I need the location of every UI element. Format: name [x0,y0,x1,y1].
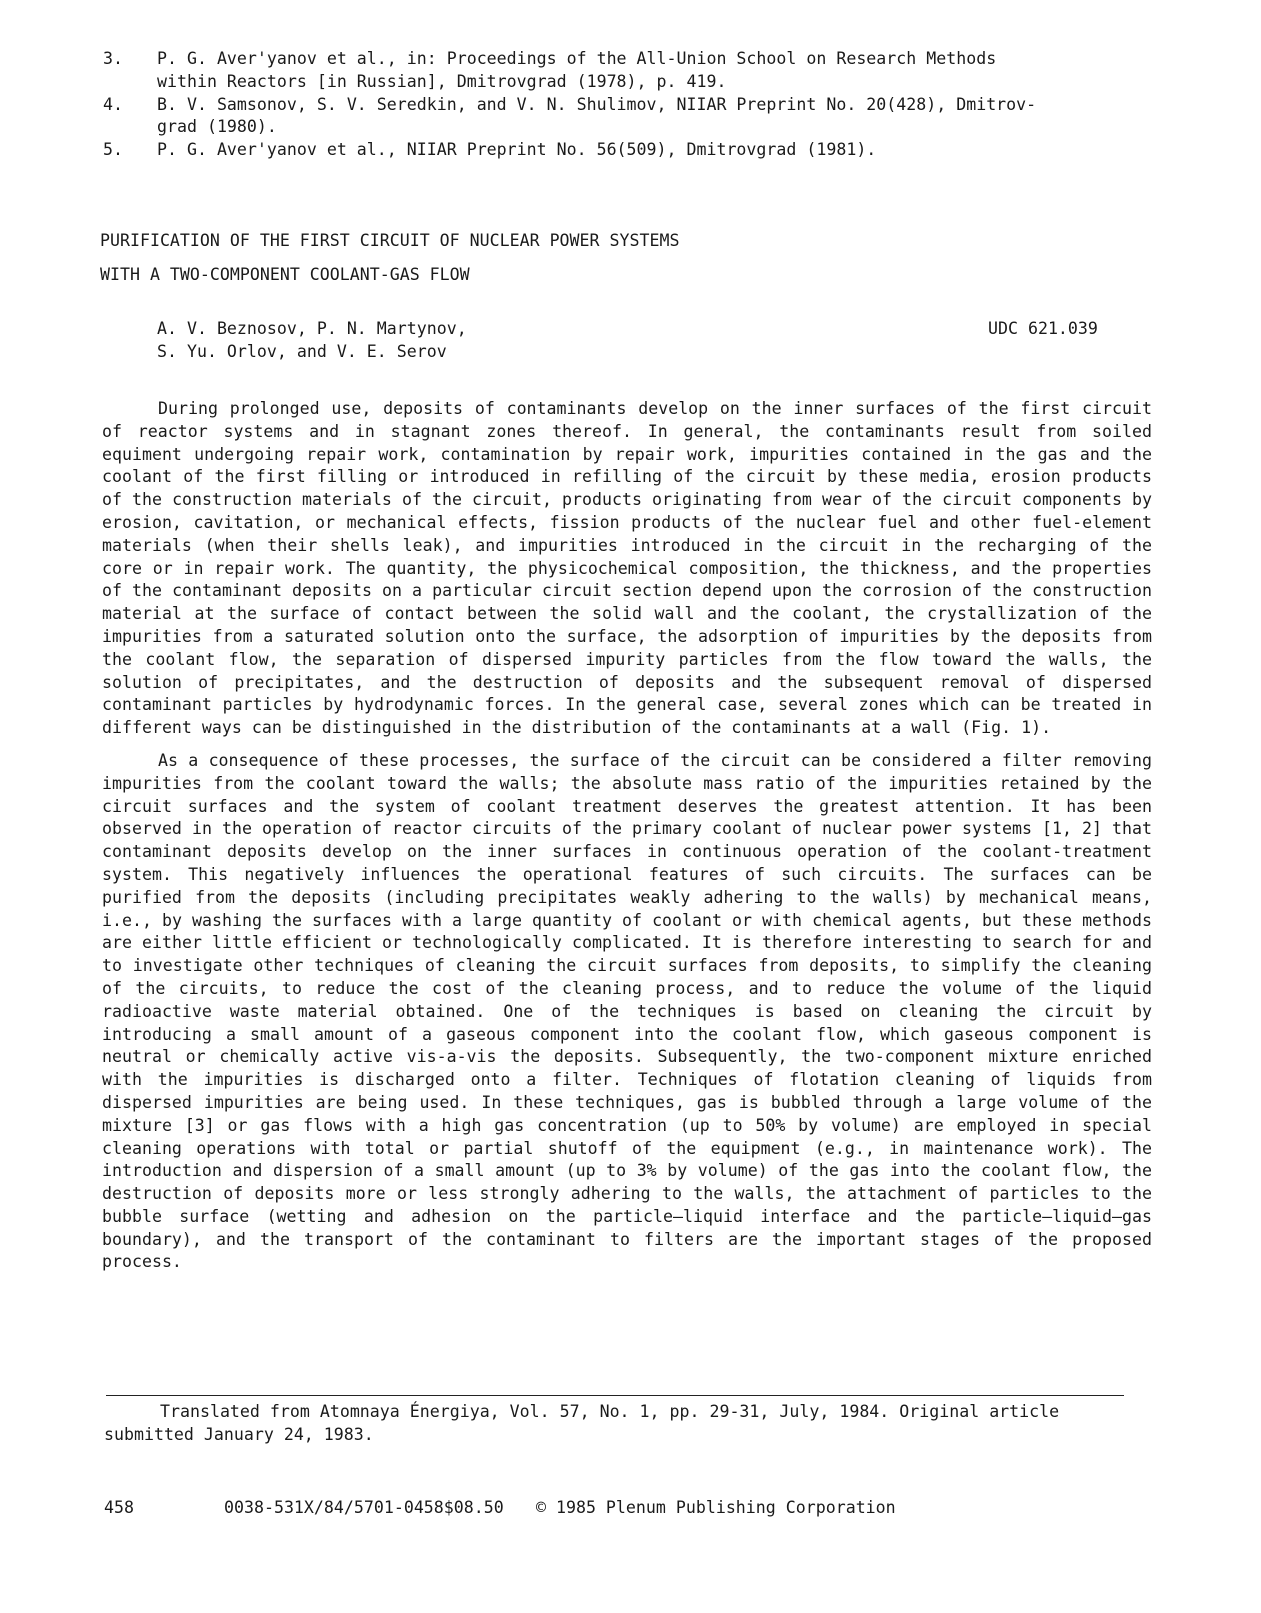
page-footer [104,1497,1104,1520]
article-authors: A. V. Beznosov, P. N. Martynov, S. Yu. Orlov, and V. E. Serov [157,319,467,361]
reference-text: P. G. Aver'yanov et al., in: Proceedings of the All-Union School on Research Methods within Reactors [in Russian], Dmitrovgrad (1978), p. 419. [157,49,997,91]
article-body [102,398,1152,1284]
reference-number: 4. [103,94,123,114]
article-title-line: WITH A TWO-COMPONENT COOLANT-GAS FLOW [100,264,470,284]
body-paragraph: During prolonged use, deposits of contaminants develop on the inner surfaces of the first circuit of reactor systems and in stagnant zones thereof. In general, the contaminants result from soiled equiment undergoing repair work, contamination by repair work, impurities contained in the gas and the coolant of the first filling or introduced in refilling of the circuit by these media, erosion products of the construction materials of the circuit, products originating from wear of the circuit components by erosion, cavitation, or mechanical effects, fission products of the nuclear fuel and other fuel-element materials (when their shells leak), and impurities introduced in the circuit in the recharging of the core or in repair work. The quantity, the physicochemical composition, the thickness, and the properties of the contaminant deposits on a particular circuit section depend upon the corrosion of the construction material at the surface of contact between the solid wall and the coolant, the crystallization of the impurities from a saturated solution onto the surface, the adsorption of impurities by the deposits from the coolant flow, the separation of dispersed impurity particles from the flow toward the walls, the solution of precipitates, and the destruction of deposits and the subsequent removal of dispersed contaminant particles by hydrodynamic forces. In the general case, several zones which can be treated in different ways can be distinguished in the distribution of the contaminants at a wall (Fig. 1). [102,399,1152,738]
reference-number: 3. [103,49,123,68]
reference-list [103,48,1143,162]
reference-text: B. V. Samsonov, S. V. Seredkin, and V. N. Shulimov, NIIAR Preprint No. 20(428), Dmitrov- grad (1980). [157,94,1037,137]
translation-footnote: Translated from Atomnaya Énergiya, Vol. 57, No. 1, pp. 29-31, July, 1984. Original article submitted January 24, 1983. [104,1402,1060,1444]
article-title [100,230,1000,298]
reference-item [103,48,1143,94]
article-title-line: PURIFICATION OF THE FIRST CIRCUIT OF NUCLEAR POWER SYSTEMS [100,231,680,250]
article-code: 0038-531X/84/5701-0458$08.50 [224,1498,504,1517]
copyright-notice: © 1985 Plenum Publishing Corporation [536,1498,896,1517]
footnote-divider [106,1395,1124,1396]
reference-text: P. G. Aver'yanov et al., NIIAR Preprint No. 56(509), Dmitrovgrad (1981). [157,140,877,160]
reference-item [103,139,1143,162]
udc-code: UDC 621.039 [988,319,1098,338]
body-paragraph: As a consequence of these processes, the surface of the circuit can be considered a filter removing impurities from the coolant toward the walls; the absolute mass ratio of the impurities retained by the circuit surfaces and the system of coolant treatment deserves the greatest attention. It has been observed in the operation of reactor circuits of the primary coolant of nuclear power systems [1, 2] that contaminant deposits develop on the inner surfaces in continuous operation of the coolant-treatment system. This negatively influences the operational features of such circuits. The surfaces can be purified from the deposits (including precipitates weakly adhering to the walls) by mechanical means, i.e., by washing the surfaces with a large quantity of coolant or with chemical agents, but these methods are either little efficient or technologically complicated. It is therefore interesting to search for and to investigate other techniques of cleaning the circuit surfaces from deposits, to simplify the cleaning of the circuits, to reduce the cost of the cleaning process, and to reduce the volume of the liquid radioactive waste material obtained. One of the techniques is based on cleaning the circuit by introducing a small amount of a gaseous component into the coolant flow, which gaseous component is neutral or chemically active vis-a-vis the deposits. Subsequently, the two-component mixture enriched with the impurities is discharged onto a filter. Techniques of flotation cleaning of liquids from dispersed impurities are being used. In these techniques, gas is bubbled through a large volume of the mixture [3] or gas flows with a high gas concentration (up to 50% by volume) are employed in special cleaning operations with total or partial shutoff of the equipment (e.g., in maintenance work). The introduction and dispersion of a small amount (up to 3% by volume) of the gas into the coolant flow, the destruction of deposits more or less strongly adhering to the walls, the attachment of particles to the bubble surface (wetting and adhesion on the particle–liquid interface and the particle–liquid–gas boundary), and the transport of the contaminant to filters are the important stages of the proposed process. [102,750,1152,1272]
reference-number: 5. [103,140,123,160]
page-number: 458 [104,1498,134,1517]
reference-item [103,94,1143,140]
